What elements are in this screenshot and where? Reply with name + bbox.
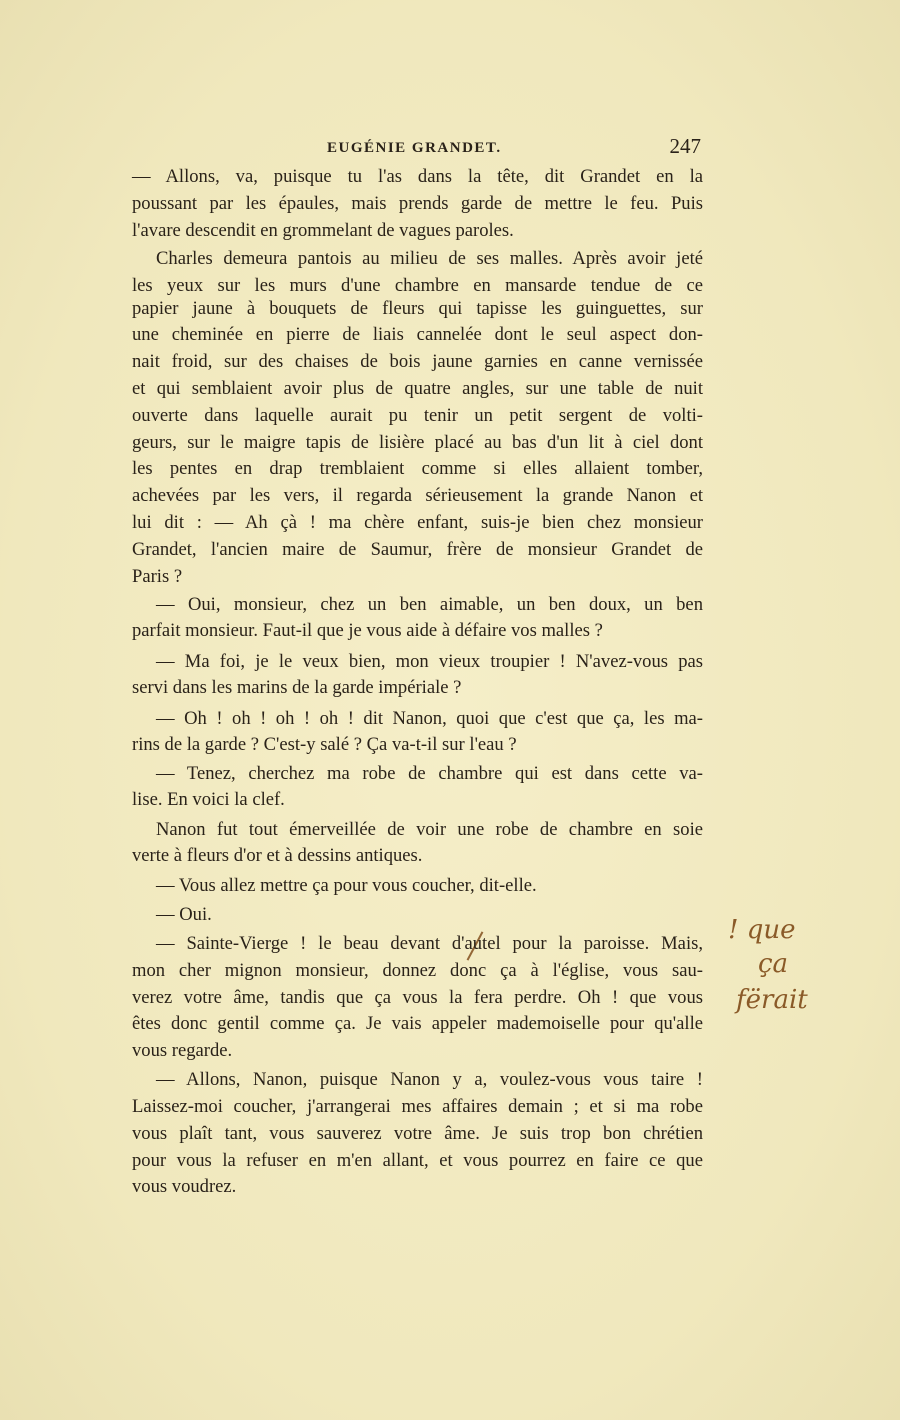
- text-line: — Sainte-Vierge ! le beau devant d'autel pour la paroisse. Mais,: [156, 933, 703, 954]
- text-line: les yeux sur les murs d'une chambre en mansarde tendue de ce: [132, 275, 703, 296]
- text-line: — Vous allez mettre ça pour vous coucher, dit-elle.: [156, 875, 537, 896]
- text-line: papier jaune à bouquets de fleurs qui tapisse les guinguettes, sur: [132, 298, 703, 319]
- text-line: ouverte dans laquelle aurait pu tenir un petit sergent de volti-: [132, 405, 703, 426]
- text-line: Charles demeura pantois au milieu de ses malles. Après avoir jeté: [156, 248, 703, 269]
- text-line: achevées par les vers, il regarda sérieusement la grande Nanon et: [132, 485, 703, 506]
- text-line: vous regarde.: [132, 1040, 233, 1061]
- text-line: êtes donc gentil comme ça. Je vais appeler mademoiselle pour qu'alle: [132, 1013, 703, 1034]
- text-line: servi dans les marins de la garde impériale ?: [132, 677, 462, 698]
- text-line: mon cher mignon monsieur, donnez donc ça à l'église, vous sau-: [132, 960, 703, 981]
- text-line: vous plaît tant, vous sauverez votre âme. Je suis trop bon chrétien: [132, 1123, 703, 1144]
- text-line: Grandet, l'ancien maire de Saumur, frère de monsieur Grandet de: [132, 539, 703, 560]
- text-line: les pentes en drap tremblaient comme si elles allaient tomber,: [132, 458, 703, 479]
- text-line: — Oh ! oh ! oh ! oh ! dit Nanon, quoi que c'est que ça, les ma-: [156, 708, 703, 729]
- text-line: geurs, sur le maigre tapis de lisière placé au bas d'un lit à ciel dont: [132, 432, 703, 453]
- text-line: poussant par les épaules, mais prends garde de mettre le feu. Puis: [132, 193, 703, 214]
- text-line: — Tenez, cherchez ma robe de chambre qui est dans cette va-: [156, 763, 703, 784]
- text-line: parfait monsieur. Faut-il que je vous aide à défaire vos malles ?: [132, 620, 603, 641]
- page-number: 247: [669, 134, 701, 158]
- text-line: — Allons, Nanon, puisque Nanon y a, voulez-vous vous taire !: [156, 1069, 703, 1090]
- text-line: lui dit : — Ah çà ! ma chère enfant, suis-je bien chez monsieur: [132, 512, 703, 533]
- text-line: Nanon fut tout émerveillée de voir une robe de chambre en soie: [156, 819, 703, 840]
- text-line: Laissez-moi coucher, j'arrangerai mes affaires demain ; et si ma robe: [132, 1096, 703, 1117]
- text-line: — Oui, monsieur, chez un ben aimable, un ben doux, un ben: [156, 594, 703, 615]
- note-line: ! que: [728, 915, 796, 945]
- text-line: — Allons, va, puisque tu l'as dans la tête, dit Grandet en la: [132, 166, 703, 187]
- text-line: pour vous la refuser en m'en allant, et vous pourrez en faire ce que: [132, 1150, 703, 1171]
- text-line: Paris ?: [132, 566, 183, 587]
- running-title: EUGÉNIE GRANDET.: [327, 140, 502, 156]
- handwritten-margin-note: [728, 915, 868, 1035]
- note-line: fërait: [736, 985, 808, 1015]
- note-line: ça: [758, 949, 789, 979]
- text-line: verez votre âme, tandis que ça vous la fera perdre. Oh ! que vous: [132, 987, 703, 1008]
- text-line: nait froid, sur des chaises de bois jaune garnies en canne vernissée: [132, 351, 703, 372]
- text-line: lise. En voici la clef.: [132, 789, 285, 810]
- text-line: rins de la garde ? C'est-y salé ? Ça va-t-il sur l'eau ?: [132, 734, 517, 755]
- text-line: une cheminée en pierre de liais cannelée dont le seul aspect don-: [132, 324, 703, 345]
- text-line: vous voudrez.: [132, 1176, 237, 1197]
- text-line: verte à fleurs d'or et à dessins antiques.: [132, 845, 423, 866]
- text-line: — Ma foi, je le veux bien, mon vieux troupier ! N'avez-vous pas: [156, 651, 703, 672]
- text-line: l'avare descendit en grommelant de vagues paroles.: [132, 220, 514, 241]
- text-line: — Oui.: [156, 904, 212, 925]
- text-line: et qui semblaient avoir plus de quatre angles, sur une table de nuit: [132, 378, 703, 399]
